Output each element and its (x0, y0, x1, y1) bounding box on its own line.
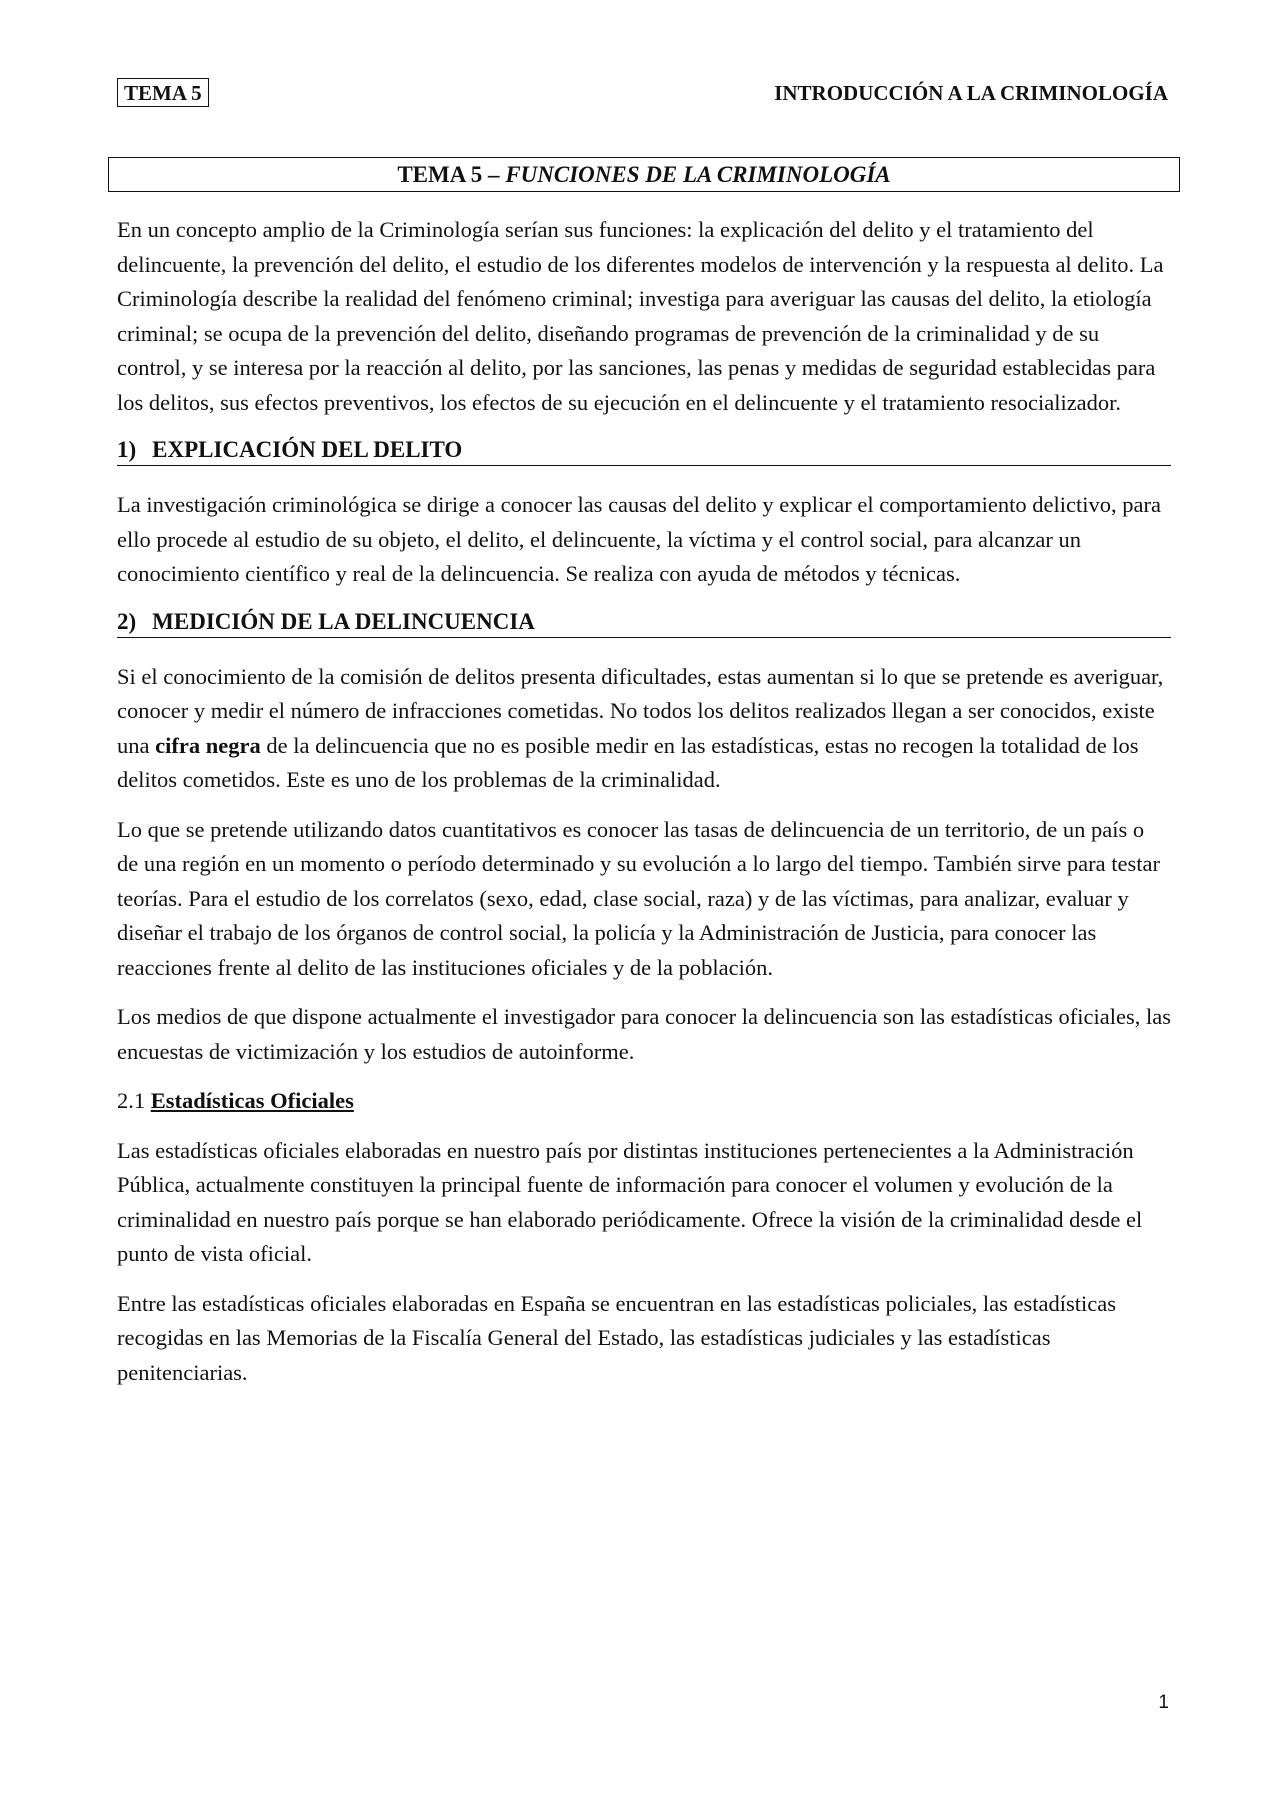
section-2-paragraph-2: Lo que se pretende utilizando datos cuantitativos es conocer las tasas de delincuencia de un territorio, de un país o de una región en un momento o período determinado y su evolución a lo largo del tiempo. También sirve para testar teorías. Para el estudio de los correlatos (sexo, edad, clase social, raza) y de las víctimas, para analizar, evaluar y diseñar el trabajo de los órganos de control social, la policía y la Administración de Justicia, para conocer las reacciones frente al delito de las instituciones oficiales y de la población. (117, 816, 1160, 980)
title-prefix: TEMA 5 – (397, 162, 500, 187)
intro-paragraph: En un concepto amplio de la Criminología serían sus funciones: la explicación del delito y el tratamiento del delincuente, la prevención del delito, el estudio de los diferentes modelos de intervención y la respuesta al delito. La Criminología describe la realidad del fenómeno criminal; investiga para averiguar las causas del delito, la etiología criminal; se ocupa de la prevención del delito, diseñando programas de prevención de la criminalidad y de su control, y se interesa por la reacción al delito, por las sanciones, las penas y medidas de seguridad establecidas para los delitos, sus efectos preventivos, los efectos de su ejecución en el delincuente y el tratamiento resocializador. (117, 217, 1164, 415)
subsection-2-1-paragraph-2: Entre las estadísticas oficiales elaboradas en España se encuentran en las estadísticas policiales, las estadísticas recogidas en las Memorias de la Fiscalía General del Estado, las estadísticas judiciales y las estadísticas penitenciarias. (117, 1290, 1116, 1385)
section-1-heading (117, 435, 1171, 466)
document-body (117, 213, 1171, 1405)
cifra-negra-term: cifra negra (155, 732, 261, 758)
page-title (108, 157, 1180, 192)
section-1-paragraph: La investigación criminológica se dirige a conocer las causas del delito y explicar el comportamiento delictivo, para ello procede al estudio de su objeto, el delito, el delincuente, la víctima y el control social, para alcanzar un conocimiento científico y real de la delincuencia. Se realiza con ayuda de métodos y técnicas. (117, 492, 1161, 586)
page-number: 1 (1158, 1692, 1169, 1713)
title-italic: FUNCIONES DE LA CRIMINOLOGÍA (505, 162, 891, 187)
section-2-heading (117, 607, 1171, 638)
p1-text-after: de la delincuencia que no es posible medir en las estadísticas, estas no recogen la totalidad de los delitos cometidos. Este es uno de los problemas de la criminalidad. (117, 732, 1139, 792)
header-course-title: INTRODUCCIÓN A LA CRIMINOLOGÍA (774, 81, 1168, 105)
p1-text-before: Si el conocimiento de la comisión de delitos presenta dificultades, estas aumentan si lo que se pretende es averiguar, conocer y medir el número de infracciones cometidas. No todos los delitos realizados llegan a ser conocidos, existe una (117, 663, 1164, 758)
header-topic-label: TEMA 5 (117, 78, 209, 107)
subsection-2-1-heading (117, 1084, 1171, 1119)
section-1-title: EXPLICACIÓN DEL DELITO (152, 437, 463, 462)
subsection-2-1-number: 2.1 (117, 1088, 146, 1113)
section-2-title: MEDICIÓN DE LA DELINCUENCIA (152, 608, 535, 634)
subsection-2-1-paragraph-1: Las estadísticas oficiales elaboradas en nuestro país por distintas instituciones pertenecientes a la Administración Pública, actualmente constituyen la principal fuente de información para conocer el volumen y evolución de la criminalidad en nuestro país porque se han elaborado periódicamente. Ofrece la visión de la criminalidad desde el punto de vista oficial. (117, 1137, 1143, 1266)
section-2-paragraph-3: Los medios de que dispone actualmente el investigador para conocer la delincuencia son las estadísticas oficiales, las encuestas de victimización y los estudios de autoinforme. (117, 1004, 1172, 1064)
section-1-number: 1) (117, 437, 137, 462)
section-2-paragraph-1 (117, 660, 1171, 798)
subsection-2-1-title: Estadísticas Oficiales (150, 1088, 354, 1113)
section-2-number: 2) (117, 608, 137, 634)
